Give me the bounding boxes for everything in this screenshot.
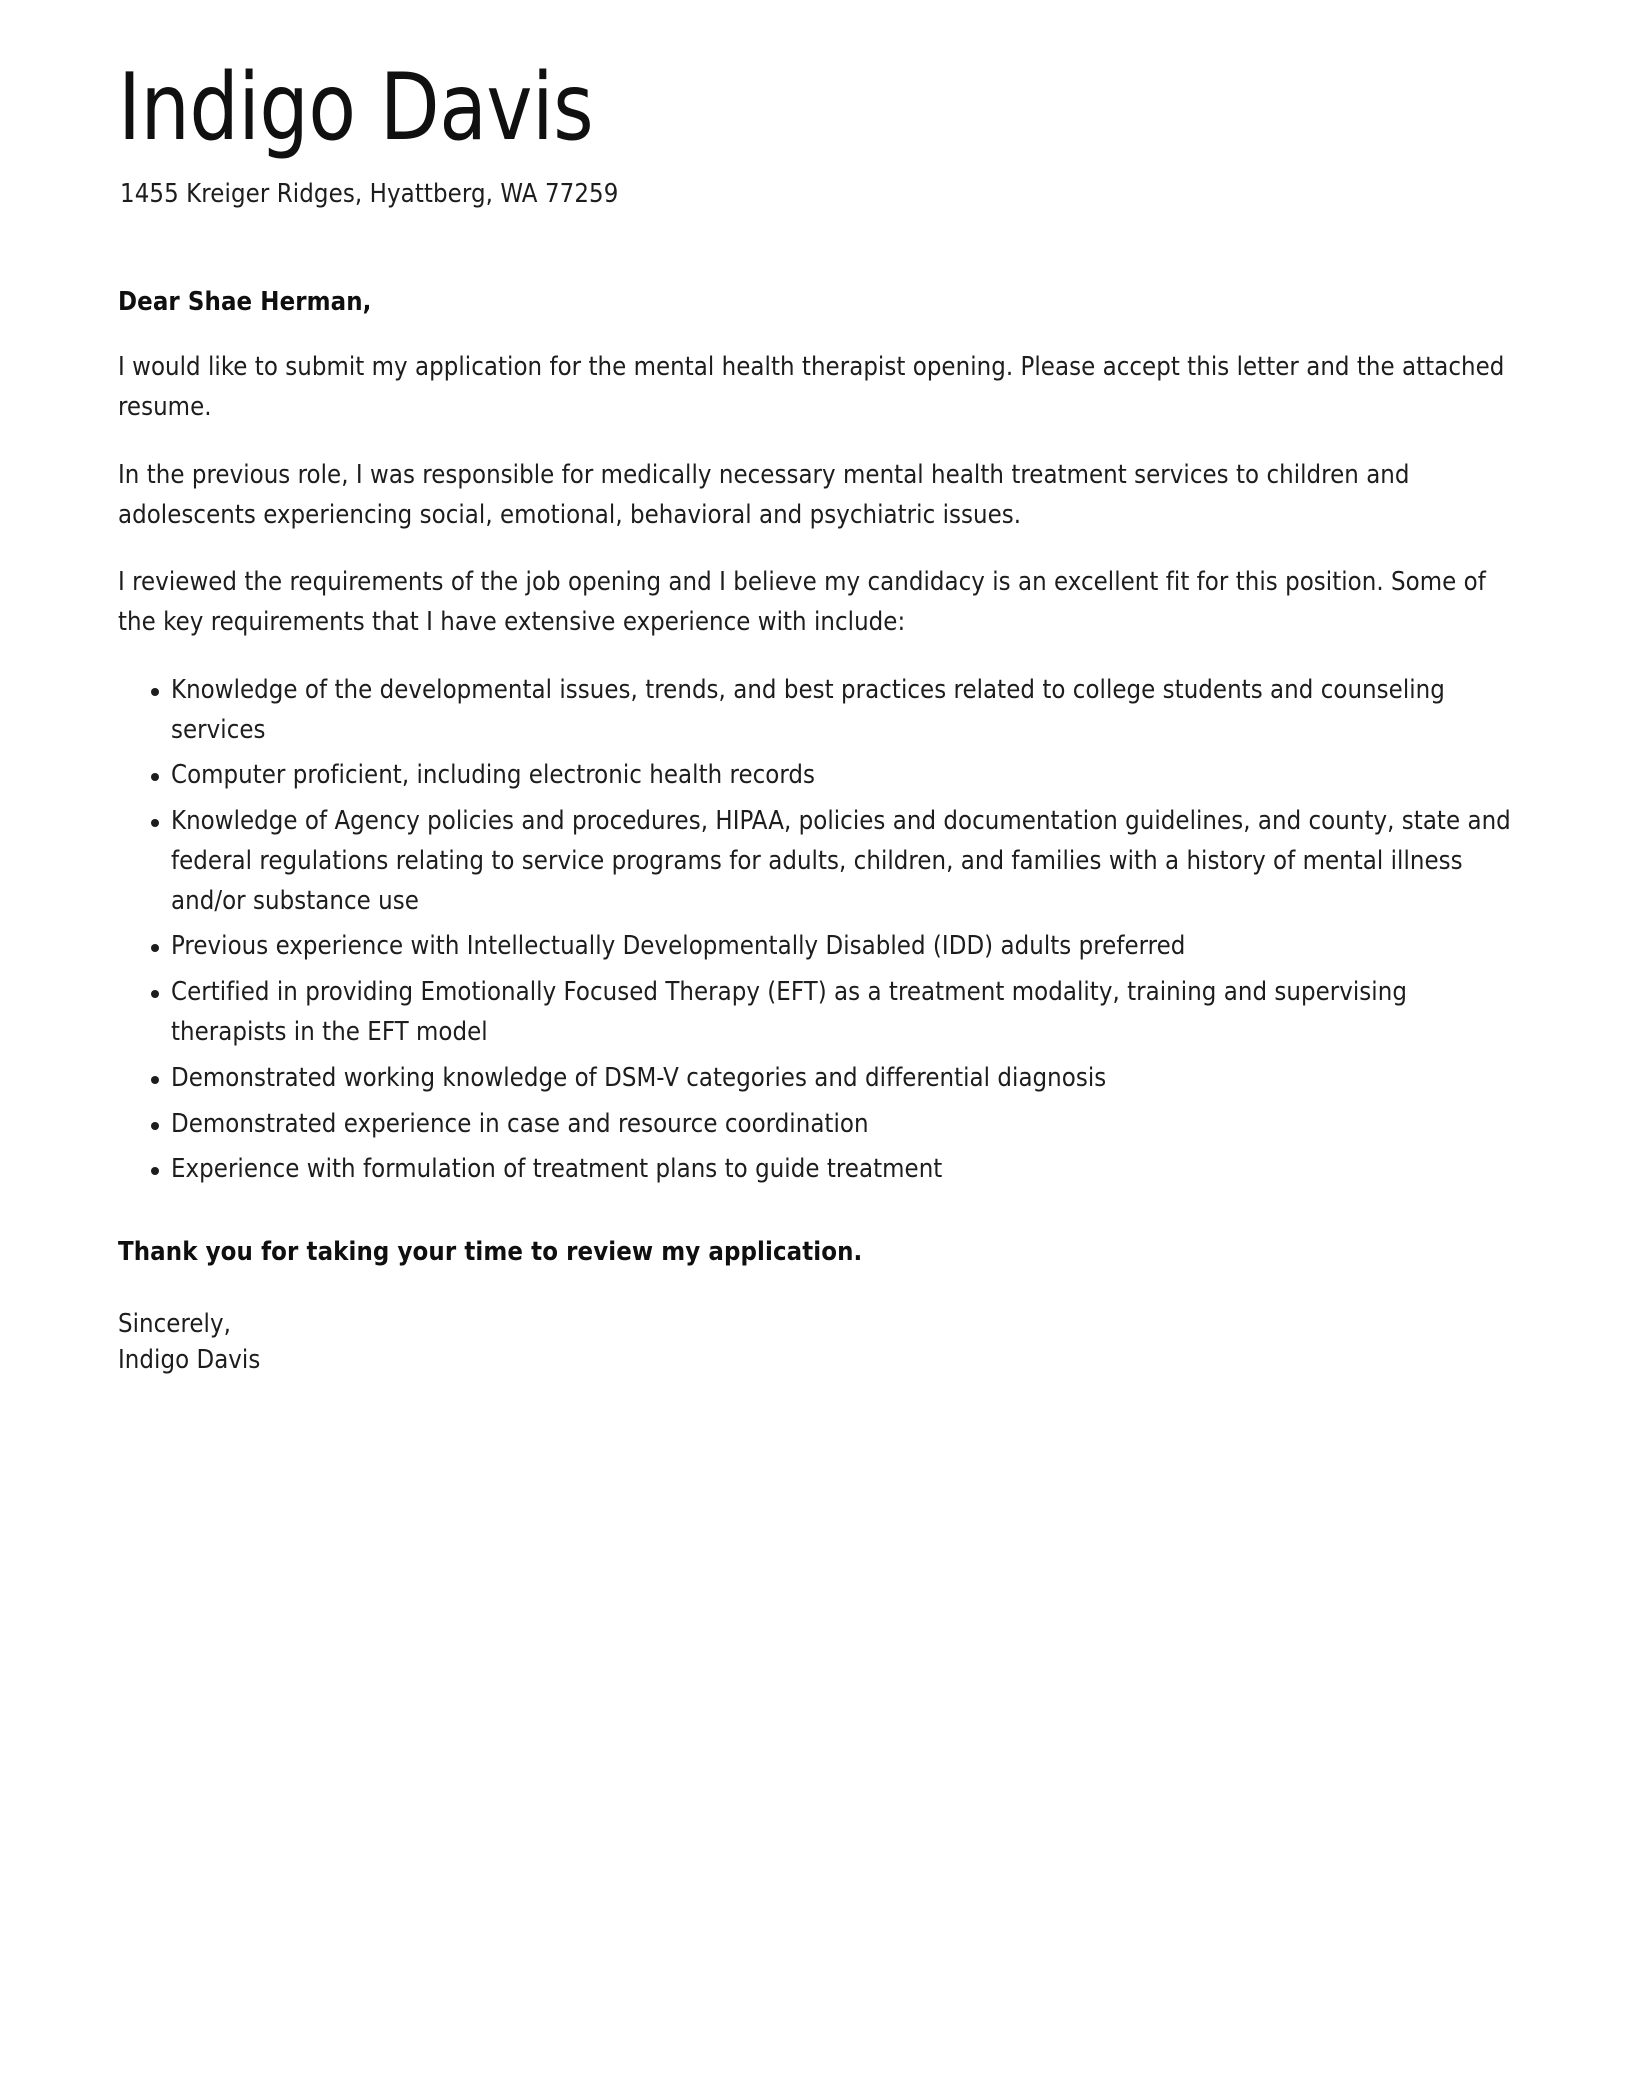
list-item: Experience with formulation of treatment plans to guide treatment [118,1150,1512,1190]
closing-thanks: Thank you for taking your time to review my application. [118,1237,863,1268]
page-title: Indigo Davis [118,53,594,161]
body-paragraph-3: I reviewed the requirements of the job opening and I believe my candidacy is an excellent fit for this position. Some of the key requirements that I have extensive experience with include: [118,567,1486,638]
applicant-address: 1455 Kreiger Ridges, Hyattberg, WA 77259 [120,178,619,209]
list-item: Demonstrated working knowledge of DSM-V categories and differential diagnosis [118,1059,1512,1099]
letter-body [118,287,1512,1378]
body-paragraph-2: In the previous role, I was responsible for medically necessary mental health treatment services to children and adolescents experiencing social, emotional, behavioral and psychiatric issues. [118,459,1410,530]
body-paragraph-1: I would like to submit my application for the mental health therapist opening. Please accept this letter and the attached resume. [118,352,1505,423]
salutation: Dear Shae Herman, [118,287,372,318]
list-item: Knowledge of Agency policies and procedures, HIPAA, policies and documentation guidelines, and county, state and federal regulations relating to service programs for adults, children, and families with a history of mental illness and/or substance use [118,802,1512,921]
list-item: Knowledge of the developmental issues, trends, and best practices related to college students and counseling services [118,671,1512,751]
letter-header [118,53,1512,211]
list-item: Computer proficient, including electronic health records [118,756,1512,796]
sign-off: Sincerely, [118,1309,231,1340]
list-item: Certified in providing Emotionally Focused Therapy (EFT) as a treatment modality, training and supervising therapists in the EFT model [118,973,1512,1053]
list-item: Previous experience with Intellectually Developmentally Disabled (IDD) adults preferred [118,927,1512,967]
list-item: Demonstrated experience in case and resource coordination [118,1105,1512,1145]
requirements-list [118,671,1512,1190]
signature-name: Indigo Davis [118,1345,261,1376]
signature-block [118,1306,1512,1378]
